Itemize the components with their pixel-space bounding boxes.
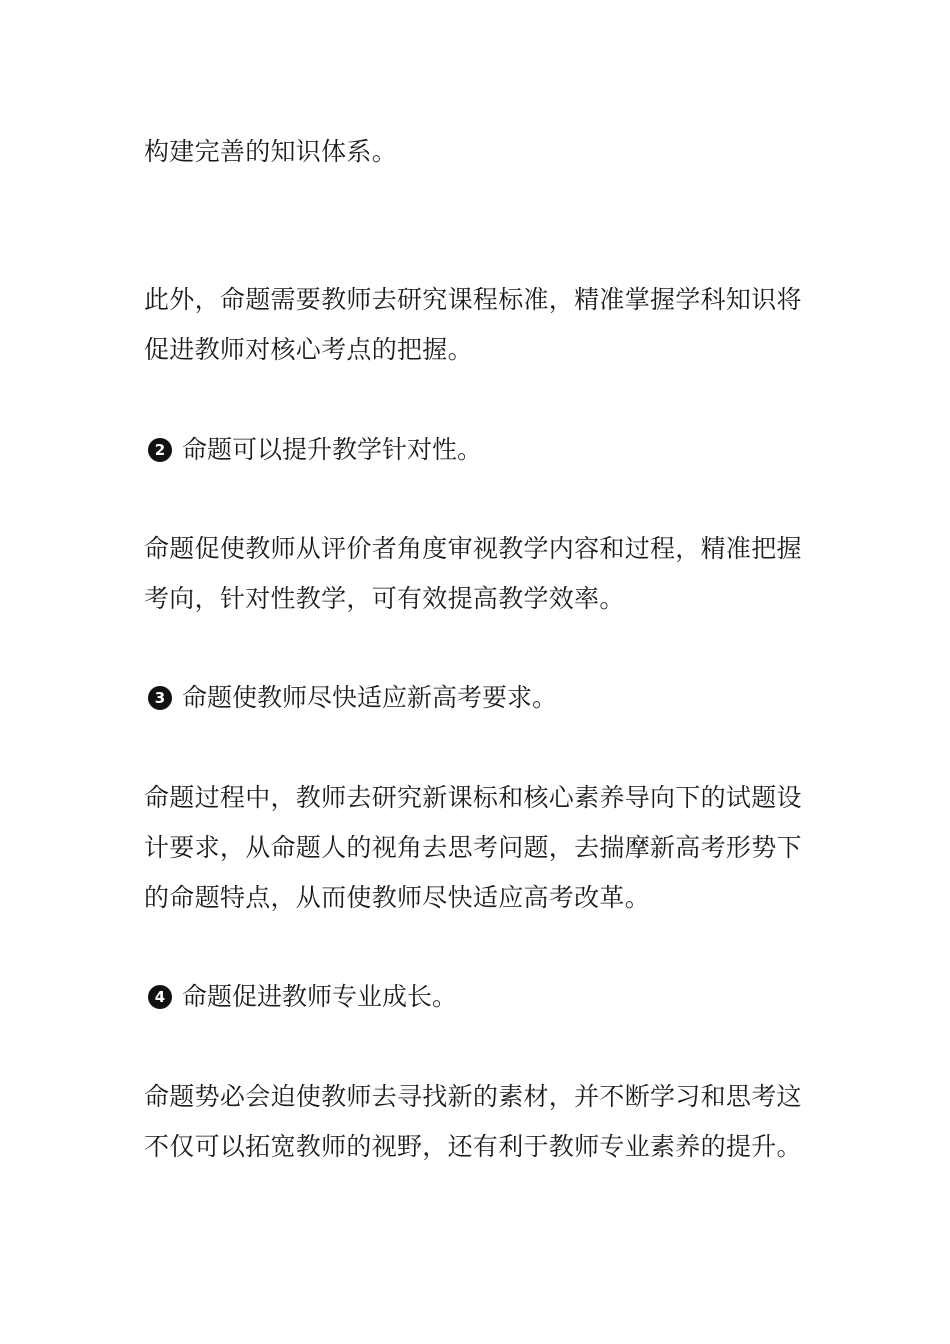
section-heading-text: 命题使教师尽快适应新高考要求。 bbox=[182, 683, 558, 712]
circled-number-icon: 4 bbox=[148, 985, 172, 1009]
circled-number-icon: 3 bbox=[148, 686, 172, 710]
section-heading-3 bbox=[148, 673, 557, 723]
paragraph-new-gaokao: 命题过程中，教师去研究新课标和核心素养导向下的试题设计要求，从命题人的视角去思考问题，去揣摩新高考形势下的命题特点，从而使教师尽快适应高考改革。 bbox=[144, 783, 802, 912]
paragraph-professional-growth: 命题势必会迫使教师去寻找新的素材，并不断学习和思考这不仅可以拓宽教师的视野，还有利于教师专业素养的提升。 bbox=[144, 1082, 802, 1161]
section-heading-text: 命题促进教师专业成长。 bbox=[182, 982, 458, 1011]
section-heading-2 bbox=[148, 425, 482, 475]
section-heading-text: 命题可以提升教学针对性。 bbox=[182, 435, 483, 464]
section-heading-4 bbox=[148, 972, 457, 1022]
paragraph-teaching-relevance: 命题促使教师从评价者角度审视教学内容和过程，精准把握考向，针对性教学，可有效提高教学效率。 bbox=[144, 534, 802, 613]
paragraph-intro-continuation: 构建完善的知识体系。 bbox=[144, 137, 398, 166]
paragraph-curriculum-standards: 此外，命题需要教师去研究课程标准，精准掌握学科知识将促进教师对核心考点的把握。 bbox=[144, 285, 802, 364]
circled-number-icon: 2 bbox=[148, 438, 172, 462]
